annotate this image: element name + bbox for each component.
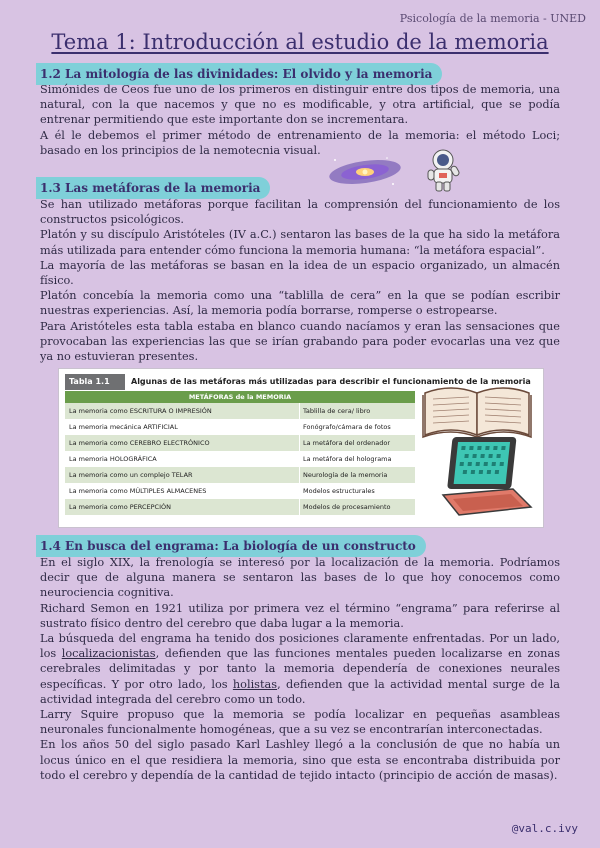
paragraph: Richard Semon en 1921 utiliza por primera vez el término “engrama” para referirse al sustrato físico dentro del cerebro que daba lugar a la memoria.	[40, 601, 560, 630]
author-handle: @val.c.ivy	[511, 822, 578, 835]
table-cell: Tablilla de cera/ libro	[303, 407, 371, 415]
table-cell: La memoria mecánica ARTIFICIAL	[69, 423, 178, 431]
paragraph: A él le debemos el primer método de entrenamiento de la memoria: el método Loci; basado en los principios de la nemotecnia visual.	[40, 128, 560, 157]
paragraph: En el siglo XIX, la frenología se interesó por la localización de la memoria. Podríamos decir que de alguna manera se sentaron las bases de lo que hoy conocemos como neurociencia cognitiva.	[40, 556, 560, 600]
section-body-engrama	[40, 555, 560, 783]
table-cell: Fonógrafo/cámara de fotos	[303, 423, 391, 431]
paragraph: Larry Squire propuso que la memoria se podía localizar en pequeñas asambleas neuronales funcionalmente homogéneas, que a su vez se encontrarían interconectadas.	[40, 708, 560, 737]
table-cell: La metáfora del ordenador	[303, 439, 391, 447]
section-body-metaforas	[40, 197, 560, 364]
metaphors-table	[58, 368, 544, 528]
paragraph: Platón y su discípulo Aristóteles (IV a.C.) sentaron las bases de la que ha sido la metáfora más utilizada para entender cómo funciona la memoria humana: “la metáfora espacial”.	[40, 228, 560, 257]
table-cell: La memoria como MÚLTIPLES ALMACENES	[69, 487, 207, 495]
table-cell: Modelos de procesamiento	[303, 503, 391, 511]
paragraph: En los años 50 del siglo pasado Karl Lashley llegó a la conclusión de que no había un locus único en el que residiera la memoria, sino que esta se encontraba distribuida por todo el cerebro y dependía de la cantidad de tejido intacto (principio de acción de masas).	[40, 738, 560, 782]
section-heading-engrama: 1.4 En busca del engrama: La biología de un constructo	[36, 535, 426, 557]
paragraph: La búsqueda del engrama ha tenido dos posiciones claramente enfrentadas. Por un lado, los localizacionistas, defienden que las funciones mentales pueden localizarse en zonas cerebrales delimitadas y por tanto la memoria dependería de conexiones neurales específicas. Y por otro lado, los holistas, defienden que la actividad mental surge de la actividad integrada del cerebro como un todo.	[40, 632, 560, 706]
paragraph: La mayoría de las metáforas se basan en la idea de un espacio organizado, un almacén físico.	[40, 258, 560, 288]
table-label: Tabla 1.1	[65, 374, 125, 390]
table-cell: La memoria como CEREBRO ELECTRÓNICO	[69, 439, 210, 447]
table-row	[65, 435, 415, 451]
section-body-mitologia	[40, 82, 560, 158]
table-cell: La metáfora del holograma	[303, 455, 392, 463]
paragraph: Para Aristóteles esta tabla estaba en blanco cuando nacíamos y eran las sensaciones que provocaban las experiencias las que se irían grabando para poder evocarlas una vez que ya no estuvieran presentes.	[40, 319, 560, 364]
page-title: Tema 1: Introducción al estudio de la memoria	[51, 30, 549, 54]
section-heading-metaforas: 1.3 Las metáforas de la memoria	[36, 177, 270, 199]
table-row	[65, 483, 415, 499]
table-row	[65, 499, 415, 515]
table-cell: Neurología de la memoria	[303, 471, 388, 479]
open-book-icon	[421, 379, 533, 439]
paragraph: Simónides de Ceos fue uno de los primeros en distinguir entre dos tipos de memoria, una natural, con la que nacemos y que no es modificable, y otra artificial, que se podía entrenar permitiendo que este importante don se incrementara.	[40, 83, 560, 127]
table-cell: La memoria como ESCRITURA O IMPRESIÓN	[69, 407, 212, 415]
laptop-icon	[439, 433, 535, 523]
paragraph: Se han utilizado metáforas porque facilitan la comprensión del funcionamiento de los constructos psicológicos.	[40, 198, 560, 227]
section-heading-mitologia: 1.2 La mitología de las divinidades: El olvido y la memoria	[36, 63, 442, 85]
table-cell: La memoria como un complejo TELAR	[69, 471, 193, 479]
table-title: Algunas de las metáforas más utilizadas para describir el funcionamiento de la memoria	[131, 377, 531, 386]
course-header: Psicología de la memoria - UNED	[399, 12, 586, 25]
astronaut-icon	[425, 148, 461, 194]
table-subheader: METÁFORAS de la MEMORIA	[65, 391, 415, 403]
paragraph: Platón concebía la memoria como una “tablilla de cera” en la que se podían escribir nuestras experiencias. Así, la memoria podía borrarse, romperse o estropearse.	[40, 289, 560, 318]
table-cell: La memoria HOLOGRÁFICA	[69, 455, 157, 463]
table-cell: Modelos estructurales	[303, 487, 375, 495]
table-row	[65, 403, 415, 419]
term-localizacionistas: localizacionistas	[61, 647, 156, 661]
table-cell: La memoria como PERCEPCIÓN	[69, 503, 171, 511]
term-holistas: holistas	[232, 677, 278, 691]
table-row	[65, 451, 415, 467]
galaxy-icon	[325, 152, 405, 192]
table-row	[65, 419, 415, 435]
table-row	[65, 467, 415, 483]
